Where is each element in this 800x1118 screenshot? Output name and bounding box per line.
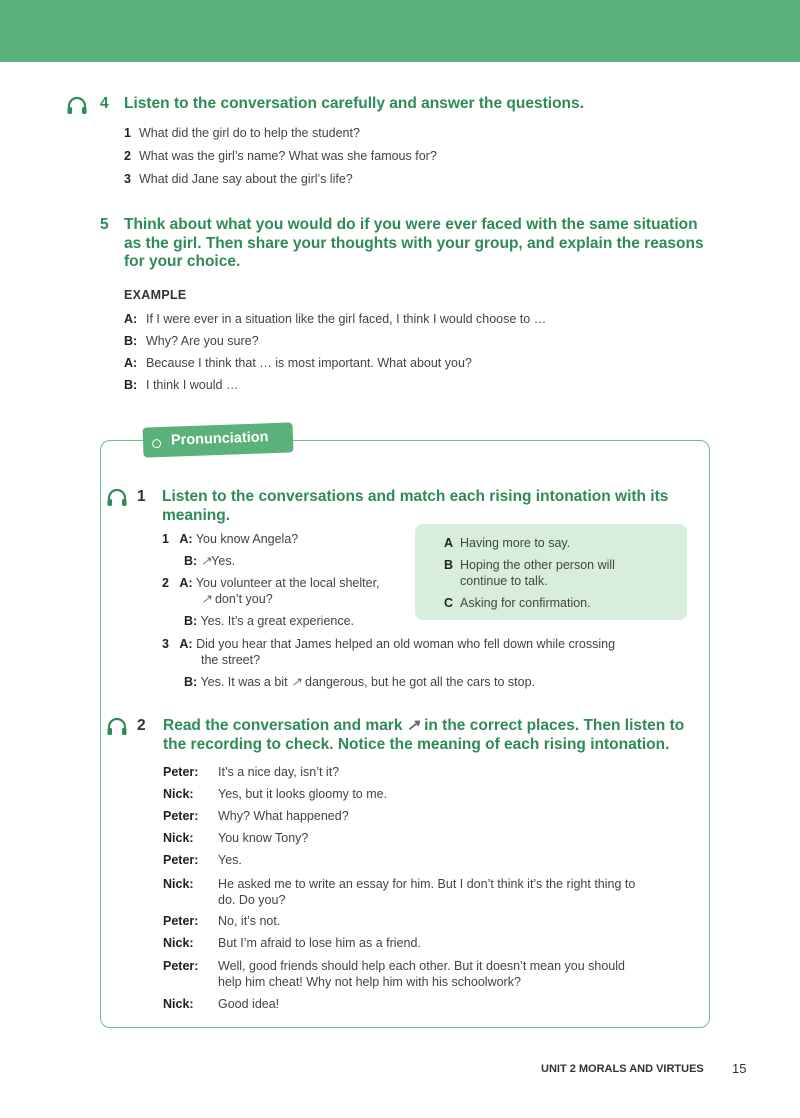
top-banner xyxy=(0,0,800,62)
example-dialogue-line: B: I think I would … xyxy=(124,378,239,392)
headphones-icon[interactable] xyxy=(106,717,128,737)
rising-arrow-icon: ↗ xyxy=(200,554,212,568)
exercise-1-number: 1 xyxy=(137,488,146,505)
answer-option-c: C Asking for confirmation. xyxy=(444,596,591,610)
activity-5-number: 5 xyxy=(100,216,109,233)
activity-4-instruction: Listen to the conversation carefully and answer the questions. xyxy=(124,95,584,112)
footer-unit-title: UNIT 2 MORALS AND VIRTUES xyxy=(541,1063,704,1075)
item-1-a: 1 A: You know Angela? xyxy=(162,532,299,546)
activity-5-instruction-line-2: as the girl. Then share your thoughts with your group, and explain the reasons xyxy=(124,235,704,252)
pronunciation-title: Pronunciation xyxy=(170,429,269,449)
exercise-2-instruction-line-2: the recording to check. Notice the meaning of each rising intonation. xyxy=(163,736,670,753)
item-3-a: 3 A: Did you hear that James helped an old woman who fell down while crossing xyxy=(162,637,616,651)
rising-arrow-icon: ↗ xyxy=(201,592,212,606)
exercise-1-instruction-line-2: meaning. xyxy=(162,507,231,524)
activity-4-number: 4 xyxy=(100,95,109,112)
question-1: 1 What did the girl do to help the student? xyxy=(124,126,360,140)
example-dialogue-line: A: If I were ever in a situation like the girl faced, I think I would choose to … xyxy=(124,312,547,326)
item-2-b: B: Yes. It’s a great experience. xyxy=(184,614,355,628)
answer-options-box xyxy=(415,524,687,620)
example-label: EXAMPLE xyxy=(124,288,187,302)
exercise-1-instruction-line-1: Listen to the conversations and match each rising intonation with its xyxy=(162,488,669,505)
item-2-a: 2 A: You volunteer at the local shelter, xyxy=(162,576,380,590)
question-2: 2 What was the girl’s name? What was she famous for? xyxy=(124,149,437,163)
page-number: 15 xyxy=(732,1061,747,1076)
activity-5-instruction-line-1: Think about what you would do if you were ever faced with the same situation xyxy=(124,216,698,233)
answer-option-a: A Having more to say. xyxy=(444,536,571,550)
pronunciation-tab xyxy=(143,422,294,457)
rising-arrow-icon: ↗ xyxy=(406,717,420,734)
item-1-b: B: ↗Yes. xyxy=(184,554,236,568)
rising-arrow-icon: ↗ xyxy=(291,675,302,689)
example-dialogue-line: B: Why? Are you sure? xyxy=(124,334,259,348)
item-2-a-cont: ↗ don’t you? xyxy=(201,592,273,606)
exercise-2-number: 2 xyxy=(137,717,146,734)
activity-5-instruction-line-3: for your choice. xyxy=(124,253,241,270)
headphones-icon[interactable] xyxy=(66,96,88,116)
answer-option-b: B Hoping the other person will continue to talk. xyxy=(444,558,615,588)
item-3-b: B: Yes. It was a bit ↗ dangerous, but he got all the cars to stop. xyxy=(184,675,536,689)
headphones-icon[interactable] xyxy=(106,488,128,508)
item-3-a-cont: the street? xyxy=(201,653,261,667)
question-3: 3 What did Jane say about the girl’s life? xyxy=(124,172,353,186)
exercise-2-instruction-line-1: Read the conversation and mark ↗ in the correct places. Then listen to xyxy=(163,717,685,734)
example-dialogue-line: A: Because I think that … is most important. What about you? xyxy=(124,356,472,370)
circle-bullet-icon xyxy=(152,439,161,448)
